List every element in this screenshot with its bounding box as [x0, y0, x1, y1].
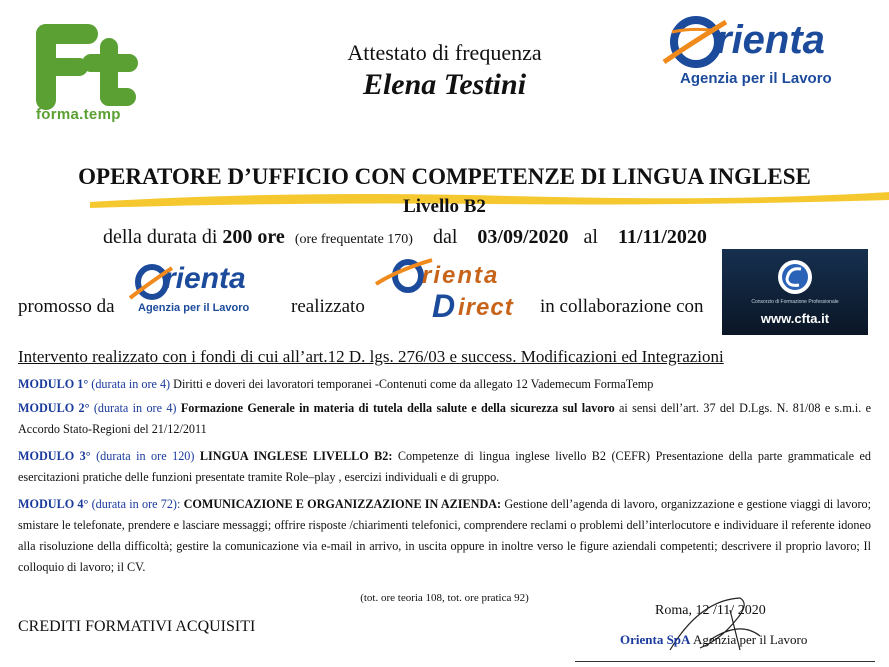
course-level: Livello B2: [403, 196, 486, 217]
start-date: 03/09/2020: [477, 226, 569, 248]
signature-icon: [640, 590, 790, 660]
certificate-title: Attestato di frequenza: [347, 40, 542, 65]
module-1-label: MODULO 1°: [18, 377, 89, 391]
direct-logo-line2: irect: [458, 294, 514, 321]
module-3-text: Competenze di lingua inglese livello B2 (CEFR) Presentazione della parte grammaticale ed esercitazioni pratiche delle funzioni presentate tramite Role–play , esercizi individuali e di gruppo.: [18, 449, 872, 484]
recipient-name: Elena Testini: [362, 68, 527, 101]
orienta-top-word: rienta: [716, 18, 825, 62]
course-duration: [103, 226, 707, 249]
end-date: 11/11/2020: [617, 226, 707, 248]
signatory-company: Orienta SpA: [620, 632, 691, 647]
cfta-url: www.cfta.it: [760, 311, 830, 326]
cfta-small-text: Consorzio di Formazione Professionale: [751, 299, 839, 305]
module-3: [18, 446, 871, 488]
module-4-bold: COMUNICAZIONE E ORGANIZZAZIONE IN AZIENDA:: [183, 497, 502, 511]
duration-prefix: della durata di: [103, 226, 218, 248]
cfta-emblem-icon: [775, 257, 815, 297]
promoted-label: promosso da: [18, 296, 115, 317]
promoter-logo-subtitle: Agenzia per il Lavoro: [138, 302, 250, 314]
signatory-agency: Agenzia per il Lavoro: [690, 632, 808, 647]
realized-label: realizzato: [291, 296, 365, 317]
orienta-logo-top: [660, 12, 875, 94]
to-label: al: [583, 226, 598, 248]
module-2: [18, 398, 871, 440]
module-1-text: Diritti e doveri dei lavoratori temporanei -Contenuti come da allegato 12 Vademecum FormaTemp: [173, 377, 654, 391]
module-2-text: ai sensi dell’art. 37 del D.Lgs. N. 81/08 e s.m.i. e Accordo Stato-Regioni del 21/12/2011: [18, 401, 872, 436]
module-4-text: Gestione dell’agenda di lavoro, organizzazione e gestione viaggi di lavoro; smistare le telefonate, prendere e lasciare messaggi; offrire risposte /chiarimenti telefonici, comprendere reclami o problemi dell’interlocutore e individuare il referente idoneo alla risoluzione della difficoltà; gestire la comunicazione via e-mail in arrivo, in uscita oppure in inoltre verso le figure aziendali competenti; descrivere il proprio lavoro; Il colloquio di lavoro; il CV.: [18, 497, 872, 574]
module-2-duration: (durata in ore 4): [93, 401, 177, 415]
module-2-bold: Formazione Generale in materia di tutela della salute e della sicurezza sul lavoro: [180, 401, 615, 415]
module-4-label: MODULO 4°: [18, 497, 89, 511]
signature-line: [575, 661, 875, 662]
module-3-bold: LINGUA INGLESE LIVELLO B2:: [199, 449, 393, 463]
module-1: [18, 374, 871, 395]
course-title: OPERATORE D’UFFICIO CON COMPETENZE DI LINGUA INGLESE: [78, 164, 811, 189]
hours-attended: (ore frequentate 170): [294, 232, 413, 247]
orienta-top-subtitle: Agenzia per il Lavoro: [680, 70, 832, 87]
funding-statement: Intervento realizzato con i fondi di cui all’art.12 D. lgs. 276/03 e success. Modificazioni ed Integrazioni: [18, 347, 724, 366]
hours-totals: (tot. ore teoria 108, tot. ore pratica 92): [360, 592, 529, 604]
signatory-org: [620, 632, 807, 648]
direct-logo-initial: D: [432, 288, 456, 324]
place-date: Roma, 12 /11/ 2020: [655, 603, 766, 618]
credits-label: CREDITI FORMATIVI ACQUISITI: [18, 618, 256, 635]
direct-logo-line1: rienta: [422, 262, 500, 289]
module-4-duration: (durata in ore 72):: [91, 497, 181, 511]
module-1-duration: (durata in ore 4): [91, 377, 171, 391]
module-4: [18, 494, 871, 578]
cfta-logo: [722, 249, 868, 335]
collab-label: in collaborazione con: [540, 296, 704, 317]
duration-hours: 200 ore: [222, 226, 285, 248]
orienta-logo-promoter: [128, 260, 278, 322]
promoter-logo-word: rienta: [164, 262, 246, 295]
module-3-duration: (durata in ore 120): [96, 449, 195, 463]
module-2-label: MODULO 2°: [18, 401, 90, 415]
from-label: dal: [432, 226, 458, 248]
formatemp-caption: forma.temp: [36, 106, 121, 123]
orienta-direct-logo: [374, 256, 534, 322]
module-3-label: MODULO 3°: [18, 449, 91, 463]
